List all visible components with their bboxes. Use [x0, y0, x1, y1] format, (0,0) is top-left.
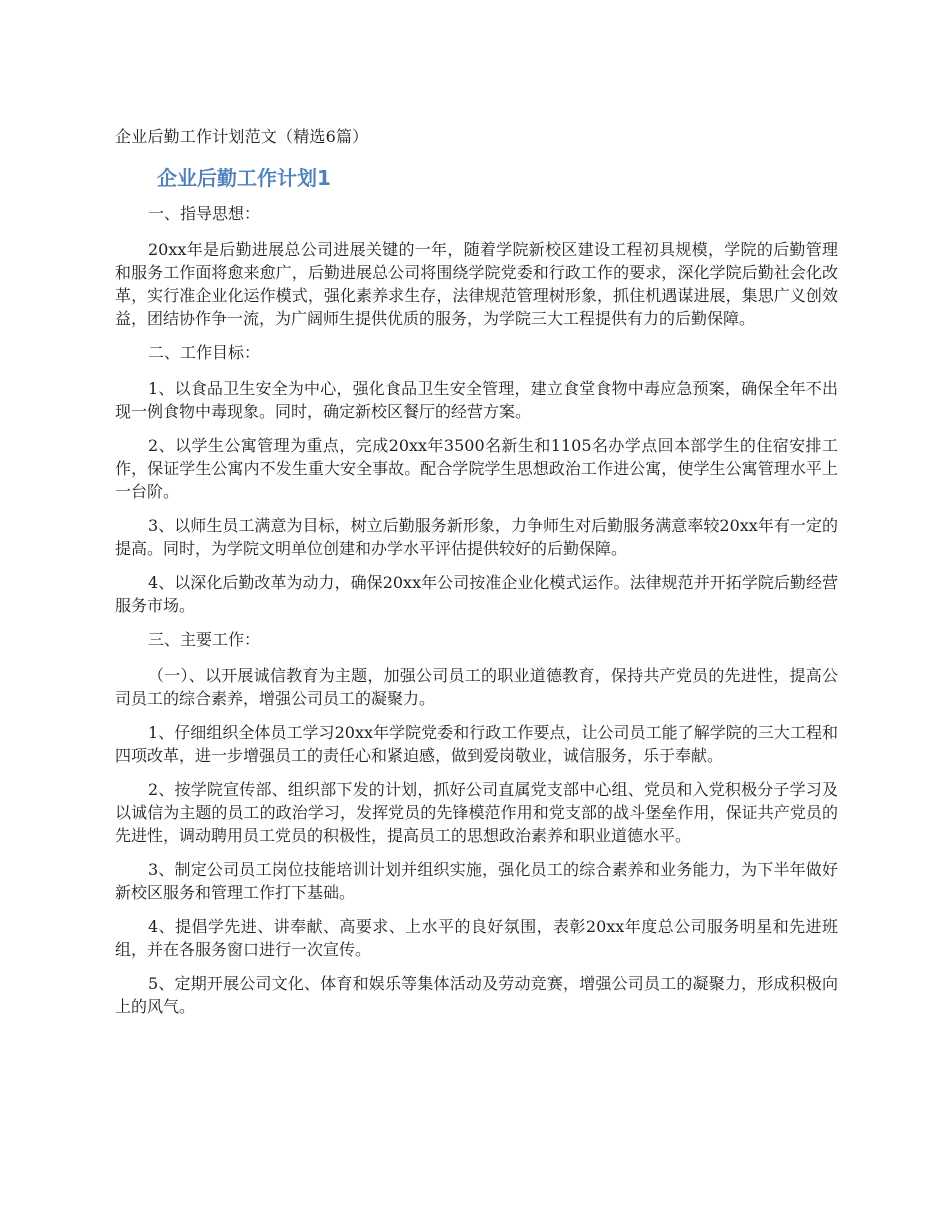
paragraph-guiding-ideology: 一、指导思想： — [148, 204, 261, 223]
paragraph: （一）、以开展诚信教育为主题，加强公司员工的职业道德教育，保持共产党员的先进性，提高公司员工的综合素养，增强公司员工的凝聚力。 — [115, 666, 838, 708]
paragraph: 5、定期开展公司文化、体育和娱乐等集体活动及劳动竞赛，增强公司员工的凝聚力，形成积极向上的风气。 — [115, 974, 838, 1016]
paragraph: 3、制定公司员工岗位技能培训计划并组织实施，强化员工的综合素养和业务能力，为下半年做好新校区服务和管理工作打下基础。 — [115, 860, 838, 902]
paragraph: 1、仔细组织全体员工学习20xx年学院党委和行政工作要点，让公司员工能了解学院的三大工程和四项改革，进一步增强员工的责任心和紧迫感，做到爱岗敬业，诚信服务，乐于奉献。 — [115, 723, 838, 765]
paragraph: 2、以学生公寓管理为重点，完成20xx年3500名新生和1105名办学点回本部学生的住宿安排工作，保证学生公寓内不发生重大安全事故。配合学院学生思想政治工作进公寓，使学生公寓管理水平上一台阶。 — [115, 436, 838, 501]
paragraph-work-goals: 二、工作目标： — [148, 343, 261, 362]
paragraph-main-work: 三、主要工作： — [148, 630, 261, 649]
document-title: 企业后勤工作计划范文（精选6篇） — [115, 127, 369, 146]
paragraph: 4、以深化后勤改革为动力，确保20xx年公司按准企业化模式运作。法律规范并开拓学院后勤经营服务市场。 — [115, 573, 838, 615]
document-body — [115, 202, 838, 1029]
paragraph: 1、以食品卫生安全为中心，强化食品卫生安全管理，建立食堂食物中毒应急预案，确保全年不出现一例食物中毒现象。同时，确定新校区餐厅的经营方案。 — [115, 379, 838, 421]
section-heading: 企业后勤工作计划1 — [157, 166, 331, 190]
paragraph: 3、以师生员工满意为目标，树立后勤服务新形象，力争师生对后勤服务满意率较20xx年有一定的提高。同时，为学院文明单位创建和办学水平评估提供较好的后勤保障。 — [115, 516, 838, 558]
paragraph: 2、按学院宣传部、组织部下发的计划，抓好公司直属党支部中心组、党员和入党积极分子学习及以诚信为主题的员工的政治学习，发挥党员的先锋模范作用和党支部的战斗堡垒作用，保证共产党员的先进性，调动聘用员工党员的积极性，提高员工的思想政治素养和职业道德水平。 — [115, 780, 838, 845]
paragraph: 4、提倡学先进、讲奉献、高要求、上水平的良好氛围，表彰20xx年度总公司服务明星和先进班组，并在各服务窗口进行一次宣传。 — [115, 917, 838, 959]
paragraph: 20xx年是后勤进展总公司进展关键的一年，随着学院新校区建设工程初具规模，学院的后勤管理和服务工作面将愈来愈广，后勤进展总公司将围绕学院党委和行政工作的要求，深化学院后勤社会化改革，实行准企业化运作模式，强化素养求生存，法律规范管理树形象，抓住机遇谋进展，集思广义创效益，团结协作争一流，为广阔师生提供优质的服务，为学院三大工程提供有力的后勤保障。 — [115, 240, 838, 328]
